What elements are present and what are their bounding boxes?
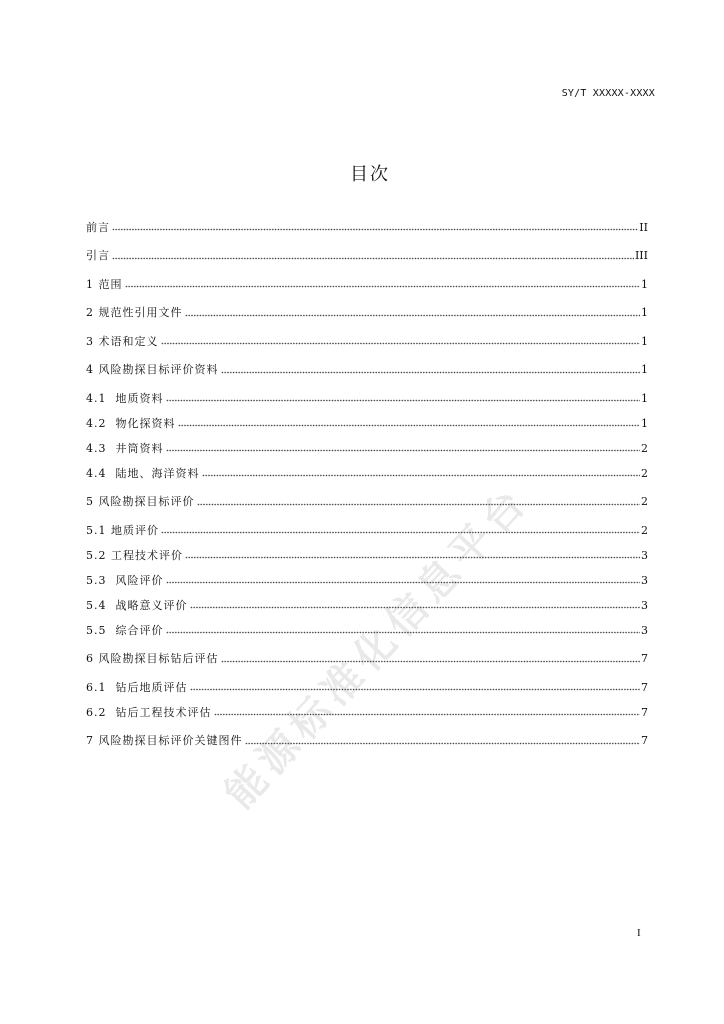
document-code-header: SY/T XXXXX-XXXX — [561, 88, 655, 99]
toc-entry — [86, 461, 648, 486]
toc-dot-leader — [125, 280, 641, 288]
page-number: I — [637, 927, 641, 939]
toc-entry — [86, 675, 648, 700]
toc-dot-leader — [166, 444, 641, 452]
toc-entry — [86, 386, 648, 411]
toc-entry-label: 5.4 战略意义评价 — [86, 598, 188, 612]
toc-entry — [86, 357, 648, 382]
toc-entry-label: 5 风险勘探目标评价 — [86, 495, 195, 508]
toc-entry-label: 5.5 综合评价 — [86, 623, 164, 637]
toc-entry-label: 2 规范性引用文件 — [86, 306, 183, 319]
toc-entry-label: 7 风险勘探目标评价关键图件 — [86, 734, 243, 747]
toc-entry — [86, 243, 648, 268]
toc-entry — [86, 411, 648, 436]
toc-dot-leader — [197, 498, 641, 506]
toc-dot-leader — [245, 737, 641, 745]
toc-entry-label: 4 风险勘探目标评价资料 — [86, 363, 219, 376]
toc-entry-label: 前言 — [86, 220, 110, 234]
toc-entry-page: II — [639, 220, 648, 234]
toc-entry-label: 5.1 地质评价 — [86, 523, 159, 537]
toc-entry-page: 1 — [641, 306, 648, 319]
toc-entry-page: 1 — [641, 391, 648, 405]
toc-entry-page: 2 — [641, 466, 648, 480]
toc-entry — [86, 489, 648, 514]
toc-dot-leader — [190, 683, 641, 691]
toc-entry-page: 1 — [641, 416, 648, 430]
toc-entry-page: 7 — [641, 680, 648, 694]
toc-entry-label: 6.2 钻后工程技术评估 — [86, 705, 212, 719]
toc-dot-leader — [112, 252, 634, 260]
toc-entry — [86, 646, 648, 671]
toc-entry-label: 3 术语和定义 — [86, 334, 159, 348]
toc-dot-leader — [185, 551, 640, 559]
toc-dot-leader — [202, 469, 641, 477]
toc-entry-page: 2 — [641, 523, 648, 537]
toc-dot-leader — [185, 309, 641, 317]
toc-entry-page: 7 — [641, 652, 648, 665]
toc-entry — [86, 436, 648, 461]
page-title: 目次 — [350, 164, 390, 185]
toc-entry-label: 4.1 地质资料 — [86, 391, 164, 405]
toc-entry-page: 3 — [641, 623, 648, 637]
toc-dot-leader — [166, 394, 641, 402]
toc-dot-leader — [221, 366, 641, 374]
table-of-contents — [86, 211, 648, 757]
toc-entry-label: 引言 — [86, 249, 110, 262]
toc-entry-page: 7 — [641, 705, 648, 719]
toc-dot-leader — [214, 708, 641, 716]
toc-entry-page: 7 — [641, 734, 648, 747]
toc-entry — [86, 272, 648, 297]
toc-dot-leader — [112, 223, 638, 231]
toc-dot-leader — [221, 655, 641, 663]
watermark: 能源标准化信息平台 — [216, 477, 539, 818]
toc-entry-label: 4.4 陆地、海洋资料 — [86, 466, 200, 480]
toc-entry — [86, 568, 648, 593]
toc-entry-page: 1 — [641, 334, 648, 348]
toc-entry-label: 6 风险勘探目标钻后评估 — [86, 652, 219, 665]
toc-entry-page: 1 — [641, 277, 648, 291]
toc-entry — [86, 215, 648, 240]
toc-entry-page: 3 — [641, 548, 648, 562]
toc-entry-page: 1 — [641, 363, 648, 376]
toc-entry-page: 2 — [641, 495, 648, 508]
toc-entry-label: 5.2 工程技术评价 — [86, 548, 183, 562]
toc-entry — [86, 618, 648, 643]
toc-entry-label: 1 范围 — [86, 277, 123, 291]
toc-dot-leader — [166, 626, 641, 634]
toc-entry-label: 6.1 钻后地质评估 — [86, 680, 188, 694]
toc-entry-page: 3 — [641, 573, 648, 587]
toc-entry-label: 5.3 风险评价 — [86, 573, 164, 587]
toc-dot-leader — [166, 576, 641, 584]
toc-entry-label: 4.2 物化探资料 — [86, 416, 176, 430]
toc-entry — [86, 518, 648, 543]
toc-entry-page: 3 — [641, 598, 648, 612]
toc-dot-leader — [178, 419, 641, 427]
toc-entry — [86, 593, 648, 618]
toc-dot-leader — [190, 601, 641, 609]
toc-entry-label: 4.3 井筒资料 — [86, 441, 164, 455]
toc-entry — [86, 543, 648, 568]
toc-entry — [86, 728, 648, 753]
toc-entry — [86, 329, 648, 354]
toc-entry-page: III — [634, 249, 648, 262]
toc-dot-leader — [161, 526, 640, 534]
toc-entry-page: 2 — [641, 441, 648, 455]
toc-dot-leader — [161, 337, 641, 345]
toc-entry — [86, 700, 648, 725]
toc-entry — [86, 300, 648, 325]
